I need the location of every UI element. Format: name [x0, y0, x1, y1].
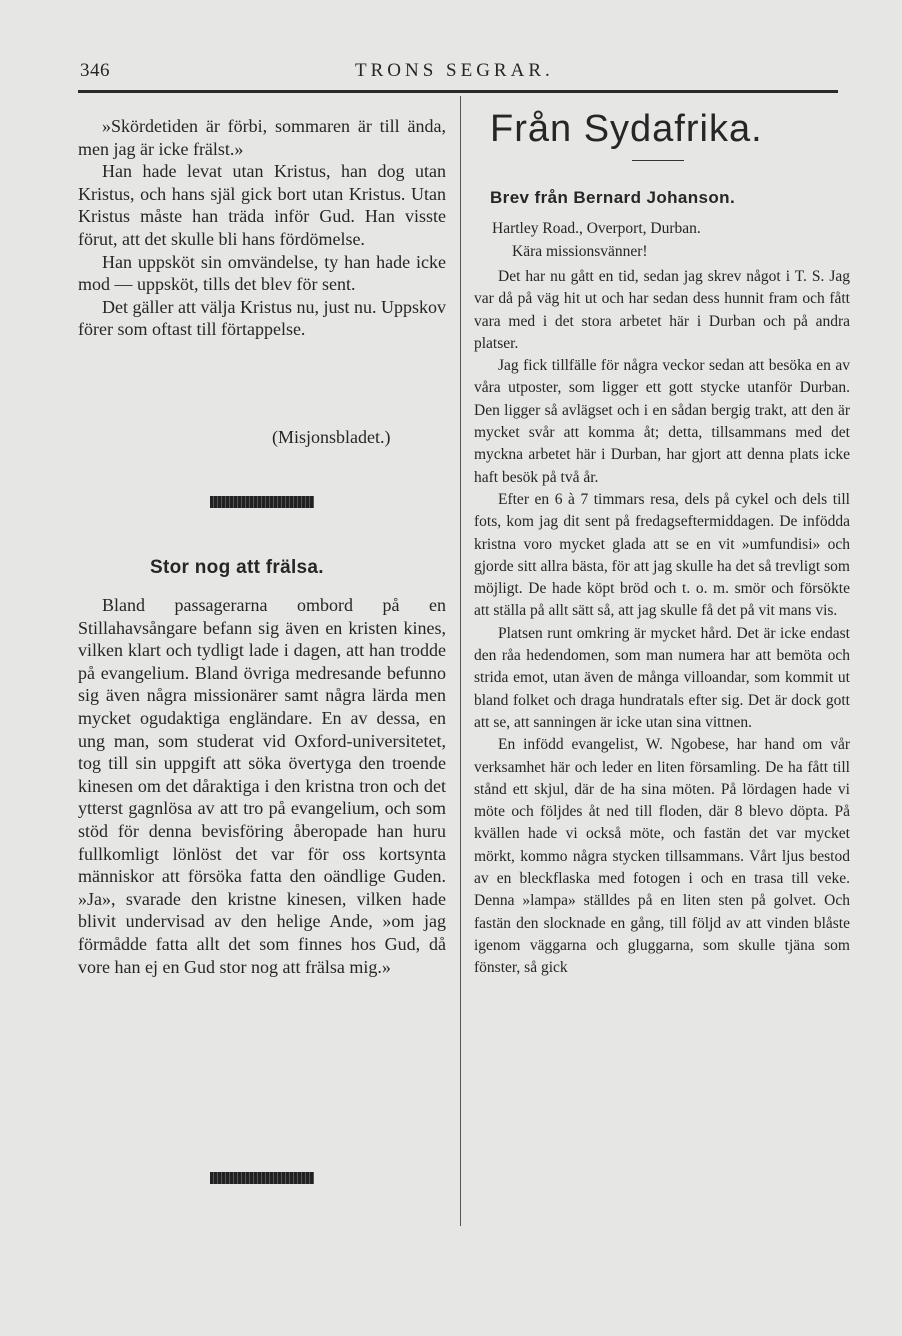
letter-address: Hartley Road., Overport, Durban. — [492, 220, 701, 237]
header-rule — [78, 90, 838, 93]
paragraph: Han hade levat utan Kristus, han dog utan Kristus, och hans själ gick bort utan Kristus. Utan Kristus måste han träda inför Gud. Han visste förut, att det skulle bli hans fördömelse. — [78, 161, 446, 249]
page-header — [80, 60, 838, 86]
paragraph: Det har nu gått en tid, sedan jag skrev något i T. S. Jag var då på väg hit ut och har sedan dess hunnit fram och fått vara med i det stora arbetet här i Durban och på andra platser. — [474, 268, 850, 352]
ornament-divider — [210, 496, 314, 508]
paragraph: En infödd evangelist, W. Ngobese, har hand om vår verksamhet här och leder en liten församling. De ha fått till stånd ett skjul, där de ha sina möten. På lördagen hade vi möte och följdes åt ned till floden, där 8 blevo döpta. På kvällen hade vi också möte, och fastän det var mycket mörkt, kommo några stycken tillsammans. Vårt ljus bestod av en bleckflaska med fotogen i och en trasa till veke. Denna »lampa» ställdes på en liten sten på golvet. Och fastän den slocknade en gång, till följd av att vinden blåste igenom väggarna och gluggarna, som skulle tjäna som fönster, så gick — [474, 736, 850, 977]
heading-rule — [632, 160, 684, 161]
paragraph: Efter en 6 à 7 timmars resa, dels på cykel och dels till fots, kom jag dit sent på fredagseftermiddagen. De infödda kristna voro mycket glada att se en vit »umfundisi» och gjorde sitt allra bästa, för att jag skulle ha det så trevligt som möjligt. De hade köpt bröd och t. o. m. smör och försökte att ställa på allt sätt så, att jag skulle få det på vit mans vis. — [474, 490, 850, 620]
left-article-2 — [78, 594, 446, 978]
ornament-divider — [210, 1172, 314, 1184]
column-divider — [460, 96, 461, 1226]
paragraph: Platsen runt omkring är mycket hård. Det är icke endast den råa hedendomen, som man numera har att bemöta och strida emot, utan även de många villoandar, som kommit ut bland folket och draga hundratals efter sig. Det är dock gott att se, att sanningen är icke utan sina vittnen. — [474, 624, 850, 731]
paragraph: »Skördetiden är förbi, sommaren är till ända, men jag är icke frälst.» — [78, 116, 446, 159]
paragraph: Jag fick tillfälle för några veckor sedan att besöka en av våra utposter, som ligger ett gott stycke utanför Durban. Den ligger så avlägset och i en sådan bergig trakt, att den är mycket svår att komma åt; detta, tillsammans med det myckna arbetet här i Durban, har gjort att denna plats icke haft besök på två år. — [474, 357, 850, 486]
article-source: (Misjonsbladet.) — [272, 427, 391, 447]
paragraph: Han uppsköt sin omvändelse, ty han hade icke mod — uppsköt, tills det blev för sent. — [78, 251, 446, 295]
right-article-body — [474, 266, 850, 980]
article-subheading: Brev från Bernard Johanson. — [490, 188, 736, 207]
left-article-1 — [78, 115, 446, 341]
journal-title: TRONS SEGRAR. — [355, 60, 554, 81]
letter-salutation: Kära missionsvänner! — [512, 243, 648, 260]
article-heading: Från Sydafrika. — [490, 108, 763, 150]
article-heading: Stor nog att frälsa. — [150, 557, 324, 578]
paragraph: Det gäller att välja Kristus nu, just nu. Uppskov förer som oftast till förtappelse. — [78, 296, 446, 340]
page-number: 346 — [80, 60, 110, 81]
paragraph: Bland passagerarna ombord på en Stillahavsångare befann sig även en kristen kines, vilken klart och tydligt lade i dagen, att han trodde på evangelium. Bland övriga medresande befunno sig även några missionärer samt några lärda men mycket ogudaktiga engländare. En av dessa, en ung man, som studerat vid Oxford-universitetet, tog till sin uppgift att söka övertyga den troende kinesen om det dåraktiga i den kristna tron och det ytterst gagnlösa av att tro på evangelium, och som stöd för denna bevisföring åberopade han huru fullkomligt lönlöst det var för oss kortsynta människor att försöka fatta den oändlige Guden. »Ja», svarade den kristne kinesen, vilken hade blivit undervisad av den helige Ande, »om jag förmådde fatta allt det som finnes hos Gud, då vore han ej en Gud stor nog att frälsa mig.» — [78, 595, 446, 977]
